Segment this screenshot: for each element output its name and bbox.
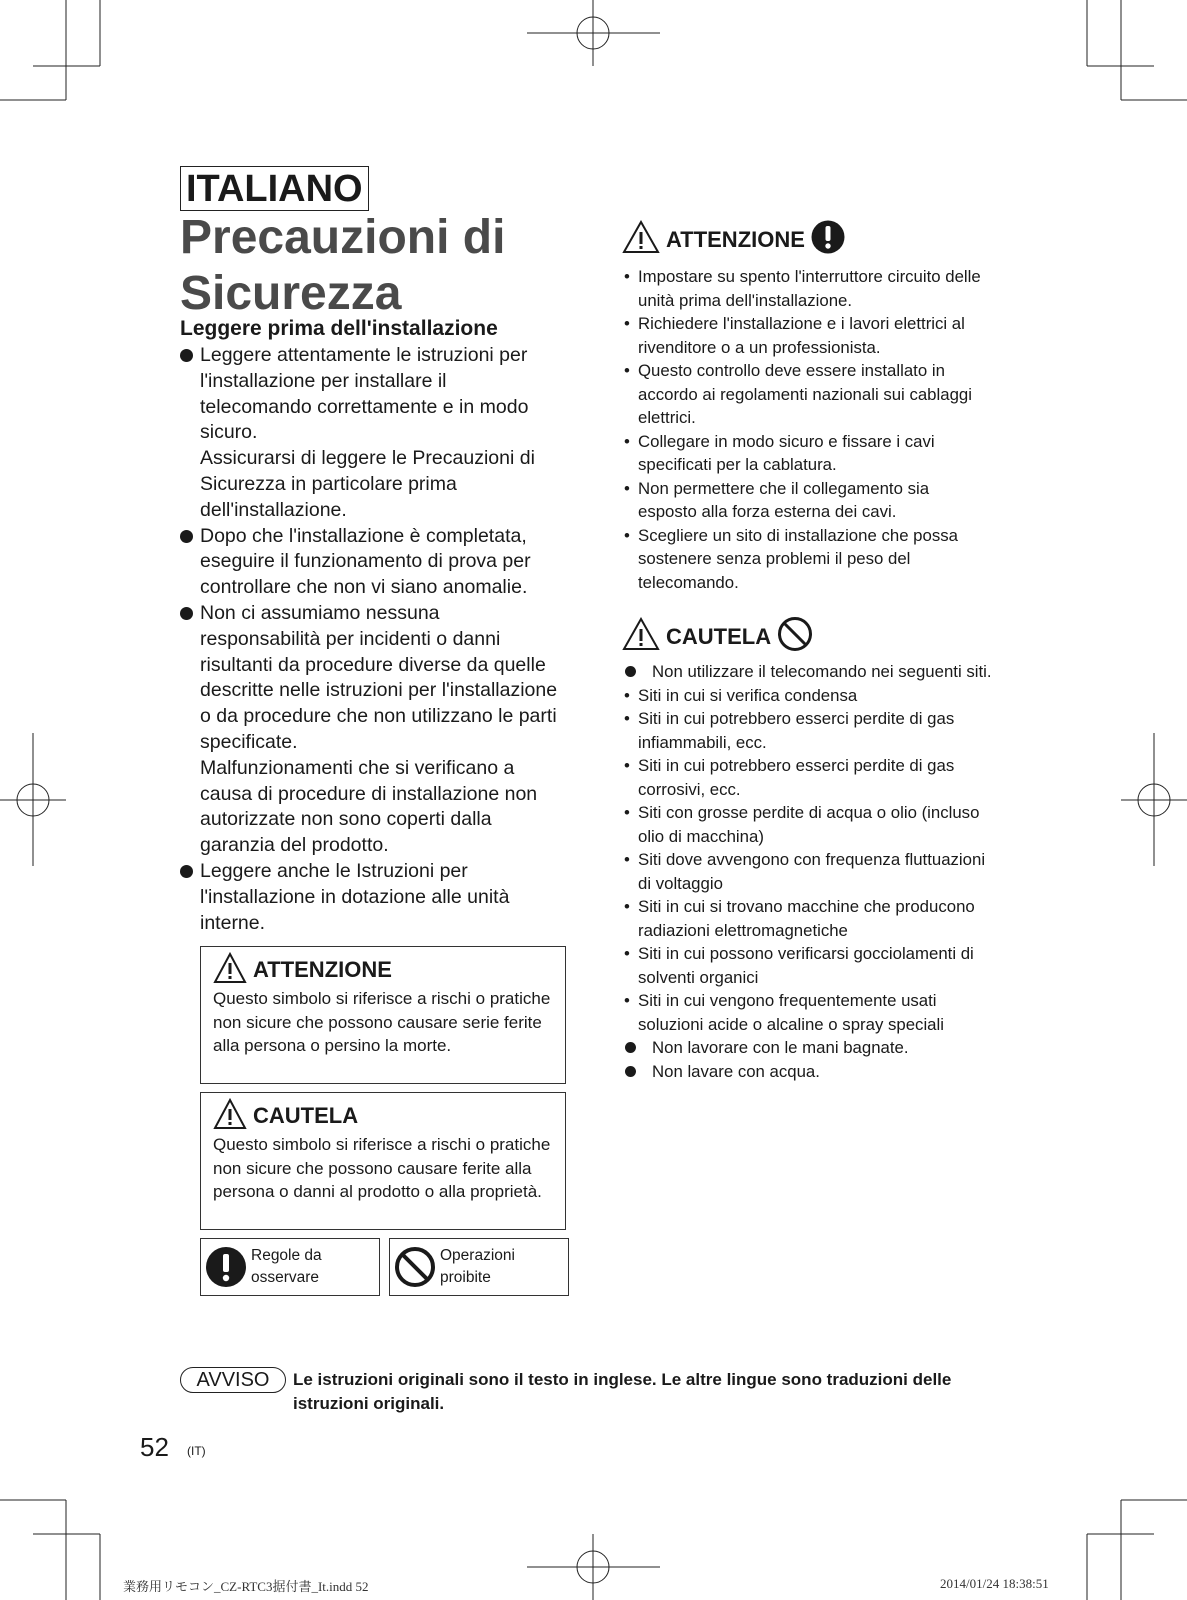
list-item-text: Richiedere l'installazione e i lavori elettrici al rivenditore o a un professionista.: [638, 314, 965, 357]
footer-filename: 業務用リモコン_CZ-RTC3据付書_It.indd 52: [123, 1579, 369, 1594]
item-paragraph: Non ci assumiamo nessuna responsabilità per incidenti o danni risultanti da procedure diverse da quelle descritte nelle istruzioni per l'installazione o da procedure che non utilizzano le parti specificate.: [200, 601, 558, 753]
list-item-text: Questo controllo deve essere installato in accordo ai regolamenti nazionali sui cablaggi elettrici.: [638, 361, 972, 427]
list-item: • Siti in cui si verifica condensa: [624, 685, 858, 705]
attenzione-title: ATTENZIONE: [666, 226, 805, 252]
list-item: • Impostare su spento l'interruttore circuito delle unità prima dell'installazione.: [624, 267, 981, 310]
list-item-text: Siti in cui vengono frequentemente usati soluzioni acide o alcaline o spray speciali: [638, 991, 944, 1034]
list-item: • Questo controllo deve essere installato in accordo ai regolamenti nazionali sui cablaggi elettrici.: [624, 361, 972, 427]
list-item-text: Siti con grosse perdite di acqua o olio (incluso olio di macchina): [638, 803, 980, 846]
bullet-icon: [180, 530, 193, 543]
list-item-text: Siti dove avvengono con frequenza fluttuazioni di voltaggio: [638, 850, 986, 893]
list-item-text: Siti in cui potrebbero esserci perdite di gas corrosivi, ecc.: [638, 756, 955, 799]
warning-triangle-icon: [622, 617, 660, 656]
symbol-prohibited-label: Operazioni proibite: [440, 1247, 515, 1286]
intro-list: [180, 343, 560, 936]
list-item: • Siti in cui potrebbero esserci perdite di gas corrosivi, ecc.: [624, 756, 955, 799]
exclamation-circle-icon: [201, 1246, 251, 1288]
list-item-text: Siti in cui si trovano macchine che producono radiazioni elettromagnetiche: [638, 897, 975, 940]
legend-attenzione-text: Questo simbolo si riferisce a rischi o pratiche non sicure che possono causare serie ferite alla persona o persino la morte.: [213, 989, 551, 1056]
list-item: • Richiedere l'installazione e i lavori elettrici al rivenditore o a un professionista.: [624, 314, 965, 357]
page-number: 52: [140, 1432, 169, 1462]
bullet-icon: [625, 1042, 636, 1053]
attenzione-heading: [622, 220, 845, 259]
warning-triangle-icon: [213, 952, 247, 989]
warning-triangle-icon: [213, 1098, 247, 1135]
symbol-rules-box: [200, 1238, 380, 1296]
list-item-text: Impostare su spento l'interruttore circuito delle unità prima dell'installazione.: [638, 267, 981, 310]
legend-attenzione-box: [200, 946, 566, 1084]
bullet-icon: [180, 607, 193, 620]
bullet-icon: [625, 666, 636, 677]
item-paragraph: Dopo che l'installazione è completata, eseguire il funzionamento di prova per controllare che non vi siano anomalie.: [200, 524, 531, 599]
list-item: • Siti in cui si trovano macchine che producono radiazioni elettromagnetiche: [624, 897, 975, 940]
list-item-text: Non lavare con acqua.: [652, 1061, 820, 1081]
cautela-heading: [622, 616, 813, 657]
list-item: • Non permettere che il collegamento sia esposto alla forza esterna dei cavi.: [624, 478, 930, 521]
list-item: [180, 524, 560, 601]
list-item: • Siti in cui possono verificarsi gocciolamenti di solventi organici: [624, 944, 974, 987]
list-item: • Scegliere un sito di installazione che possa sostenere senza problemi il peso del telecomando.: [624, 525, 958, 592]
symbol-prohibited-box: [389, 1238, 569, 1296]
list-item-text: Siti in cui si verifica condensa: [638, 685, 858, 705]
list-item-text: Non permettere che il collegamento sia esposto alla forza esterna dei cavi.: [638, 478, 930, 521]
list-item: [622, 1036, 992, 1060]
list-item: • Siti dove avvengono con frequenza fluttuazioni di voltaggio: [624, 850, 986, 893]
list-item-text: Siti in cui potrebbero esserci perdite di gas infiammabili, ecc.: [638, 709, 955, 752]
footer-date: 2014/01/24 18:38:51: [940, 1576, 1049, 1591]
exclamation-circle-icon: [811, 220, 845, 259]
list-item-text: Collegare in modo sicuro e fissare i cavi specificati per la cablatura.: [638, 431, 935, 474]
prohibited-icon: [777, 616, 813, 657]
list-item: • Siti in cui potrebbero esserci perdite di gas infiammabili, ecc.: [624, 709, 955, 752]
legend-cautela-title: CAUTELA: [253, 1103, 359, 1128]
item-paragraph: Leggere anche le Istruzioni per l'installazione in dotazione alle unità interne.: [200, 859, 510, 934]
list-item-text: Siti in cui possono verificarsi gocciolamenti di solventi organici: [638, 944, 974, 987]
list-item: [180, 343, 560, 524]
item-paragraph: Leggere attentamente le istruzioni per l'installazione per installare il telecomando correttamente e in modo sicuro.: [200, 344, 529, 444]
list-item: [180, 859, 560, 936]
list-item: [622, 660, 992, 684]
legend-cautela-box: [200, 1092, 566, 1230]
list-item-text: Non lavorare con le mani bagnate.: [652, 1038, 909, 1057]
item-paragraph: Malfunzionamenti che si verificano a causa di procedure di installazione non autorizzate non sono coperti dalla garanzia del prodotto.: [200, 756, 538, 857]
list-item: [180, 601, 560, 859]
language-label: ITALIANO: [180, 166, 369, 211]
section-subtitle: Leggere prima dell'installazione: [180, 317, 498, 340]
list-item-text: Non utilizzare il telecomando nei seguenti siti.: [652, 662, 992, 681]
prohibited-icon: [390, 1246, 440, 1288]
avviso-label: AVVISO: [180, 1367, 286, 1393]
page-title: Precauzioni di Sicurezza: [180, 211, 506, 320]
list-item: [622, 1060, 992, 1084]
avviso-text: Le istruzioni originali sono il testo in inglese. Le altre lingue sono traduzioni delle istruzioni originali.: [293, 1370, 952, 1413]
cautela-list: [622, 660, 992, 1083]
list-item: • Siti in cui vengono frequentemente usati soluzioni acide o alcaline o spray speciali: [624, 991, 944, 1034]
bullet-icon: [625, 1066, 636, 1077]
symbol-rules-label: Regole da osservare: [251, 1247, 322, 1286]
list-item-text: Scegliere un sito di installazione che possa sostenere senza problemi il peso del telecomando.: [638, 525, 958, 592]
bullet-icon: [180, 349, 193, 362]
attenzione-list: [622, 265, 992, 594]
list-item: • Collegare in modo sicuro e fissare i cavi specificati per la cablatura.: [624, 431, 935, 474]
item-paragraph: Assicurarsi di leggere le Precauzioni di Sicurezza in particolare prima dell'installazione.: [200, 447, 535, 521]
page-language: (IT): [187, 1444, 206, 1458]
bullet-icon: [180, 865, 193, 878]
cautela-title: CAUTELA: [666, 623, 772, 649]
legend-cautela-text: Questo simbolo si riferisce a rischi o pratiche non sicure che possono causare ferite alla persona o danni al prodotto o alla proprietà.: [213, 1135, 551, 1202]
legend-attenzione-title: ATTENZIONE: [253, 957, 392, 982]
list-item: • Siti con grosse perdite di acqua o olio (incluso olio di macchina): [624, 803, 980, 846]
warning-triangle-icon: [622, 220, 660, 259]
